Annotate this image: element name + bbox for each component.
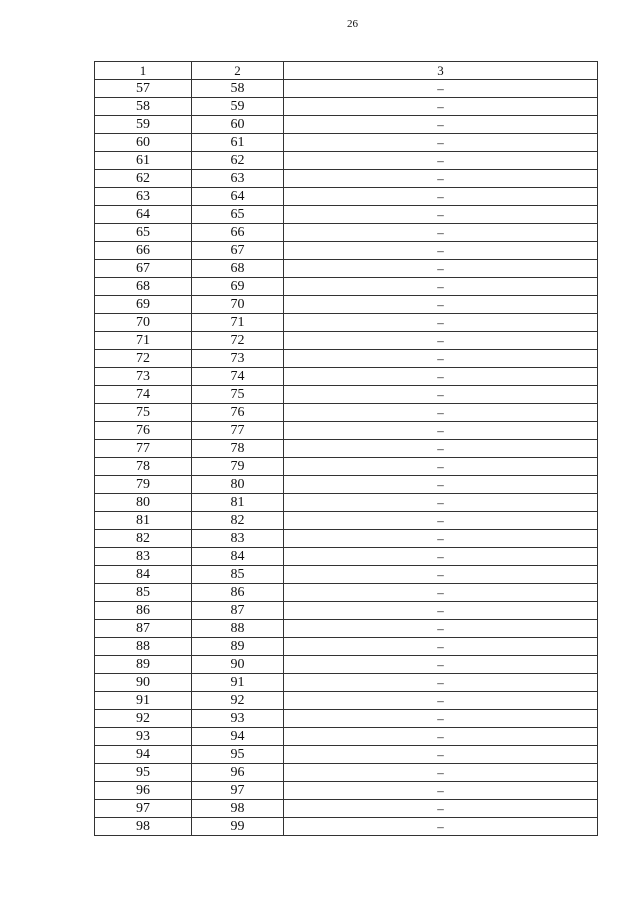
table-cell-col-2: 60 — [192, 116, 284, 134]
table-row — [95, 80, 598, 98]
table-cell-col-1: 84 — [95, 566, 192, 584]
table-cell-col-3: – — [284, 746, 598, 764]
table-cell-col-1: 96 — [95, 782, 192, 800]
table-cell-col-2: 84 — [192, 548, 284, 566]
table-cell-col-2: 85 — [192, 566, 284, 584]
table-cell-col-1: 78 — [95, 458, 192, 476]
table-cell-col-3: – — [284, 134, 598, 152]
table-cell-col-2: 66 — [192, 224, 284, 242]
table-cell-col-2: 98 — [192, 800, 284, 818]
table-cell-col-3: – — [284, 692, 598, 710]
table-cell-col-2: 64 — [192, 188, 284, 206]
table-cell-col-1: 80 — [95, 494, 192, 512]
table-row — [95, 764, 598, 782]
table-row — [95, 98, 598, 116]
table-cell-col-1: 59 — [95, 116, 192, 134]
table-row — [95, 440, 598, 458]
table-cell-col-1: 97 — [95, 800, 192, 818]
table-cell-col-1: 76 — [95, 422, 192, 440]
table-row — [95, 728, 598, 746]
table-cell-col-3: – — [284, 386, 598, 404]
table-cell-col-1: 85 — [95, 584, 192, 602]
table-cell-col-2: 89 — [192, 638, 284, 656]
table-cell-col-3: – — [284, 800, 598, 818]
table-cell-col-1: 93 — [95, 728, 192, 746]
table-cell-col-3: – — [284, 674, 598, 692]
table-cell-col-3: – — [284, 98, 598, 116]
table-cell-col-2: 93 — [192, 710, 284, 728]
table-cell-col-2: 79 — [192, 458, 284, 476]
table-cell-col-2: 75 — [192, 386, 284, 404]
table-row — [95, 674, 598, 692]
table-cell-col-3: – — [284, 530, 598, 548]
table-cell-col-3: – — [284, 350, 598, 368]
table-cell-col-3: – — [284, 152, 598, 170]
table-row — [95, 206, 598, 224]
table-cell-col-3: – — [284, 260, 598, 278]
table-row — [95, 692, 598, 710]
table-cell-col-2: 63 — [192, 170, 284, 188]
table-cell-col-2: 70 — [192, 296, 284, 314]
table-cell-col-3: – — [284, 188, 598, 206]
table-cell-col-1: 88 — [95, 638, 192, 656]
table-row — [95, 116, 598, 134]
table-cell-col-3: – — [284, 278, 598, 296]
table-cell-col-3: – — [284, 314, 598, 332]
table-cell-col-3: – — [284, 494, 598, 512]
table-body — [95, 80, 598, 836]
table-cell-col-1: 67 — [95, 260, 192, 278]
table-row — [95, 134, 598, 152]
table-cell-col-2: 61 — [192, 134, 284, 152]
table-cell-col-1: 86 — [95, 602, 192, 620]
table-cell-col-2: 90 — [192, 656, 284, 674]
table-cell-col-2: 88 — [192, 620, 284, 638]
table-cell-col-1: 91 — [95, 692, 192, 710]
table-cell-col-3: – — [284, 170, 598, 188]
table-row — [95, 332, 598, 350]
table-row — [95, 368, 598, 386]
table-cell-col-1: 60 — [95, 134, 192, 152]
table-row — [95, 152, 598, 170]
table-cell-col-1: 74 — [95, 386, 192, 404]
table-cell-col-1: 64 — [95, 206, 192, 224]
table-cell-col-2: 96 — [192, 764, 284, 782]
table-cell-col-2: 82 — [192, 512, 284, 530]
data-table-container — [94, 61, 597, 836]
table-row — [95, 476, 598, 494]
table-cell-col-2: 68 — [192, 260, 284, 278]
table-cell-col-2: 86 — [192, 584, 284, 602]
table-cell-col-3: – — [284, 422, 598, 440]
table-cell-col-1: 83 — [95, 548, 192, 566]
table-cell-col-3: – — [284, 710, 598, 728]
table-cell-col-1: 63 — [95, 188, 192, 206]
table-row — [95, 818, 598, 836]
table-row — [95, 602, 598, 620]
table-cell-col-1: 61 — [95, 152, 192, 170]
table-cell-col-3: – — [284, 782, 598, 800]
table-row — [95, 224, 598, 242]
table-row — [95, 458, 598, 476]
table-cell-col-1: 89 — [95, 656, 192, 674]
table-row — [95, 350, 598, 368]
table-cell-col-3: – — [284, 80, 598, 98]
table-cell-col-3: – — [284, 296, 598, 314]
table-cell-col-2: 62 — [192, 152, 284, 170]
table-cell-col-3: – — [284, 224, 598, 242]
table-cell-col-1: 98 — [95, 818, 192, 836]
table-row — [95, 242, 598, 260]
table-cell-col-2: 92 — [192, 692, 284, 710]
table-row — [95, 404, 598, 422]
table-cell-col-2: 71 — [192, 314, 284, 332]
table-cell-col-2: 76 — [192, 404, 284, 422]
table-cell-col-2: 65 — [192, 206, 284, 224]
table-cell-col-1: 69 — [95, 296, 192, 314]
table-row — [95, 170, 598, 188]
table-cell-col-2: 87 — [192, 602, 284, 620]
table-cell-col-2: 80 — [192, 476, 284, 494]
table-cell-col-2: 83 — [192, 530, 284, 548]
page-number: 26 — [347, 18, 358, 30]
table-cell-col-3: – — [284, 458, 598, 476]
table-cell-col-3: – — [284, 638, 598, 656]
table-cell-col-1: 57 — [95, 80, 192, 98]
table-cell-col-1: 62 — [95, 170, 192, 188]
table-cell-col-1: 82 — [95, 530, 192, 548]
table-cell-col-3: – — [284, 206, 598, 224]
header-row — [95, 62, 598, 80]
table-row — [95, 620, 598, 638]
table-cell-col-3: – — [284, 818, 598, 836]
table-row — [95, 746, 598, 764]
table-cell-col-1: 71 — [95, 332, 192, 350]
table-cell-col-1: 75 — [95, 404, 192, 422]
table-row — [95, 386, 598, 404]
table-cell-col-3: – — [284, 440, 598, 458]
table-cell-col-2: 81 — [192, 494, 284, 512]
table-cell-col-1: 90 — [95, 674, 192, 692]
table-cell-col-3: – — [284, 566, 598, 584]
table-row — [95, 566, 598, 584]
data-table — [94, 61, 598, 836]
table-cell-col-3: – — [284, 404, 598, 422]
table-cell-col-2: 94 — [192, 728, 284, 746]
table-cell-col-2: 58 — [192, 80, 284, 98]
table-row — [95, 800, 598, 818]
table-row — [95, 782, 598, 800]
table-cell-col-3: – — [284, 548, 598, 566]
table-cell-col-3: – — [284, 242, 598, 260]
table-cell-col-1: 77 — [95, 440, 192, 458]
table-cell-col-2: 97 — [192, 782, 284, 800]
table-cell-col-2: 78 — [192, 440, 284, 458]
table-cell-col-2: 95 — [192, 746, 284, 764]
table-cell-col-2: 73 — [192, 350, 284, 368]
table-cell-col-1: 81 — [95, 512, 192, 530]
table-cell-col-2: 74 — [192, 368, 284, 386]
table-cell-col-1: 73 — [95, 368, 192, 386]
table-cell-col-3: – — [284, 512, 598, 530]
table-cell-col-2: 72 — [192, 332, 284, 350]
table-cell-col-3: – — [284, 602, 598, 620]
table-cell-col-3: – — [284, 476, 598, 494]
table-row — [95, 314, 598, 332]
table-cell-col-3: – — [284, 620, 598, 638]
table-cell-col-1: 72 — [95, 350, 192, 368]
table-cell-col-1: 79 — [95, 476, 192, 494]
table-cell-col-2: 67 — [192, 242, 284, 260]
table-cell-col-1: 87 — [95, 620, 192, 638]
table-cell-col-1: 94 — [95, 746, 192, 764]
table-row — [95, 188, 598, 206]
table-header — [95, 62, 598, 80]
table-cell-col-1: 92 — [95, 710, 192, 728]
table-cell-col-1: 66 — [95, 242, 192, 260]
table-row — [95, 512, 598, 530]
table-cell-col-3: – — [284, 764, 598, 782]
table-cell-col-3: – — [284, 332, 598, 350]
table-cell-col-2: 69 — [192, 278, 284, 296]
table-cell-col-2: 99 — [192, 818, 284, 836]
table-row — [95, 260, 598, 278]
table-cell-col-1: 58 — [95, 98, 192, 116]
table-cell-col-2: 91 — [192, 674, 284, 692]
table-cell-col-3: – — [284, 116, 598, 134]
column-header-2: 2 — [192, 62, 284, 80]
table-row — [95, 548, 598, 566]
table-cell-col-1: 95 — [95, 764, 192, 782]
table-cell-col-2: 59 — [192, 98, 284, 116]
table-cell-col-1: 68 — [95, 278, 192, 296]
table-row — [95, 422, 598, 440]
table-cell-col-3: – — [284, 728, 598, 746]
table-row — [95, 278, 598, 296]
table-row — [95, 710, 598, 728]
table-cell-col-3: – — [284, 656, 598, 674]
table-row — [95, 530, 598, 548]
table-row — [95, 638, 598, 656]
table-row — [95, 656, 598, 674]
table-cell-col-1: 65 — [95, 224, 192, 242]
table-cell-col-1: 70 — [95, 314, 192, 332]
column-header-1: 1 — [95, 62, 192, 80]
column-header-3: 3 — [284, 62, 598, 80]
table-cell-col-2: 77 — [192, 422, 284, 440]
table-cell-col-3: – — [284, 368, 598, 386]
table-cell-col-3: – — [284, 584, 598, 602]
table-row — [95, 296, 598, 314]
table-row — [95, 494, 598, 512]
table-row — [95, 584, 598, 602]
